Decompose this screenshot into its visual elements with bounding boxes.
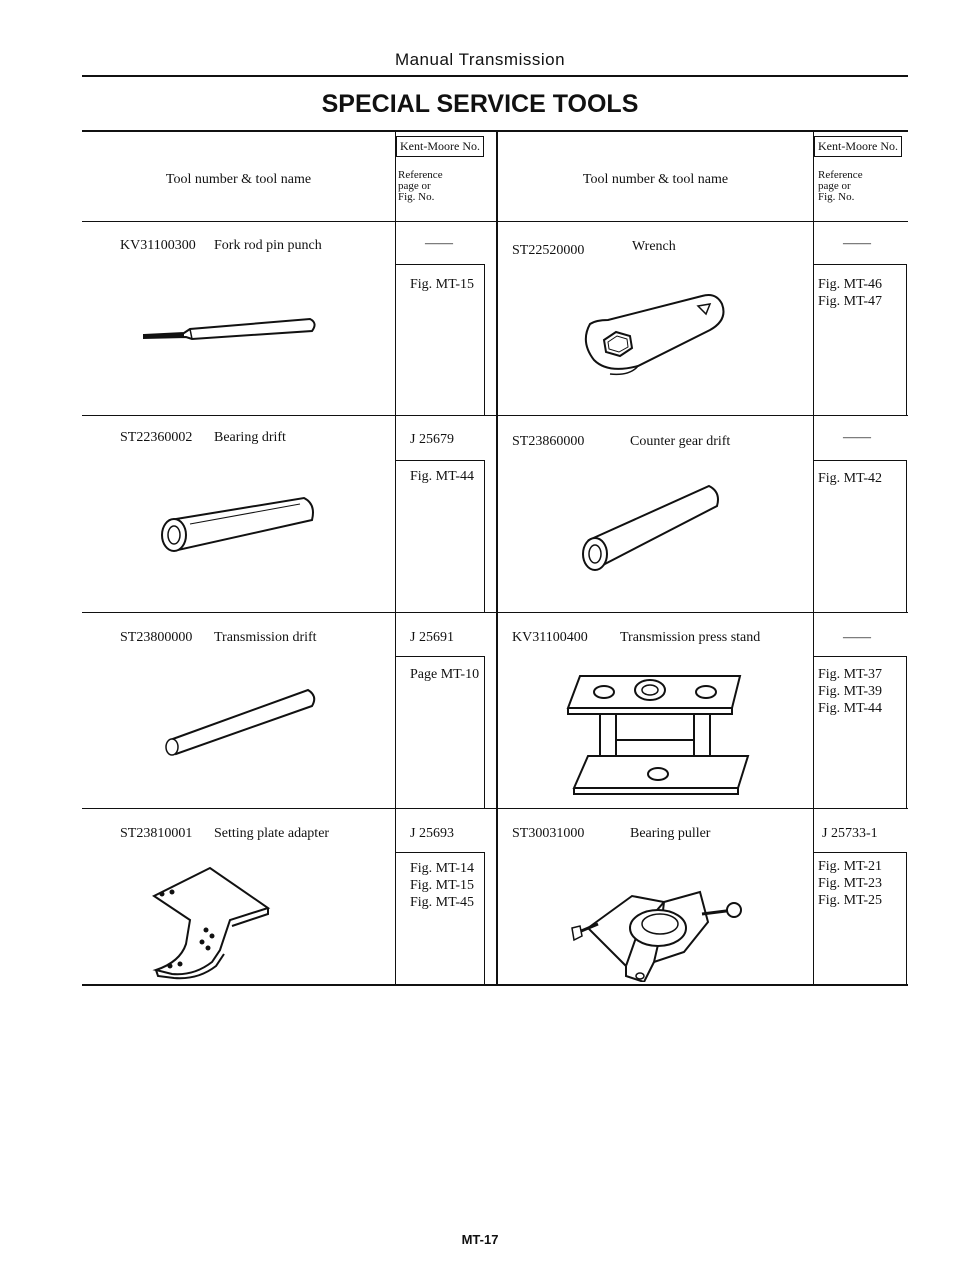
tool-name: Bearing puller [630,826,711,841]
column-header-reference-left: Reference page or Fig. No. [398,169,443,203]
tool-name: Wrench [632,239,676,254]
reference: Fig. MT-15 [410,277,475,292]
reference: Fig. MT-21 Fig. MT-23 Fig. MT-25 [818,859,883,908]
reference: Fig. MT-46 Fig. MT-47 [818,277,883,309]
page-header-section: Manual Transmission [394,50,566,69]
column-header-kent-moore-left: Kent-Moore No. [396,136,484,157]
row-divider [82,808,908,809]
kent-moore-number: J 25679 [410,432,454,447]
column-header-tool-left: Tool number & tool name [165,172,312,187]
tool-name: Transmission press stand [620,630,761,645]
tool-number: ST22360002 [120,430,193,445]
grid-line [496,132,498,984]
tool-number: KV31100300 [120,238,196,253]
tool-number: ST22520000 [512,243,585,258]
kent-moore-number: —— [843,236,871,251]
header-divider [82,221,908,222]
reference: Fig. MT-14 Fig. MT-15 Fig. MT-45 [410,861,475,910]
kent-moore-number: —— [843,430,871,445]
tool-number: ST23810001 [120,826,193,841]
tool-number: ST23860000 [512,434,585,449]
header-rule [82,75,908,77]
kent-moore-number: J 25693 [410,826,454,841]
table-bottom-rule [82,984,908,986]
tool-name: Fork rod pin punch [214,238,322,253]
reference: Page MT-10 [410,667,480,682]
tool-name: Setting plate adapter [214,826,330,841]
page-number: MT-17 [461,1232,499,1247]
page-title: SPECIAL SERVICE TOOLS [321,90,639,118]
kent-moore-number: J 25691 [410,630,454,645]
tool-name: Transmission drift [214,630,317,645]
tool-number: KV31100400 [512,630,588,645]
kent-moore-number: —— [843,630,871,645]
setting-plate-adapter-illustration [150,862,280,980]
transmission-press-stand-illustration [560,660,760,796]
reference: Fig. MT-44 [410,469,475,484]
reference: Fig. MT-42 [818,471,883,486]
row-divider [82,415,908,416]
kent-moore-number: —— [425,236,453,251]
tool-name: Bearing drift [214,430,286,445]
transmission-drift-illustration [160,680,330,760]
tool-name: Counter gear drift [630,434,731,449]
tool-number: ST30031000 [512,826,585,841]
row-divider [82,612,908,613]
column-header-reference-right: Reference page or Fig. No. [818,169,863,203]
table-top-rule [82,130,908,132]
tool-number: ST23800000 [120,630,193,645]
fork-rod-pin-punch-illustration [140,305,330,345]
wrench-illustration [560,282,740,382]
bearing-puller-illustration [568,866,748,982]
reference: Fig. MT-37 Fig. MT-39 Fig. MT-44 [818,667,883,716]
kent-moore-number: J 25733-1 [822,826,878,841]
counter-gear-drift-illustration [575,480,735,580]
column-header-kent-moore-right: Kent-Moore No. [814,136,902,157]
bearing-drift-illustration [150,490,330,560]
column-header-tool-right: Tool number & tool name [582,172,729,187]
